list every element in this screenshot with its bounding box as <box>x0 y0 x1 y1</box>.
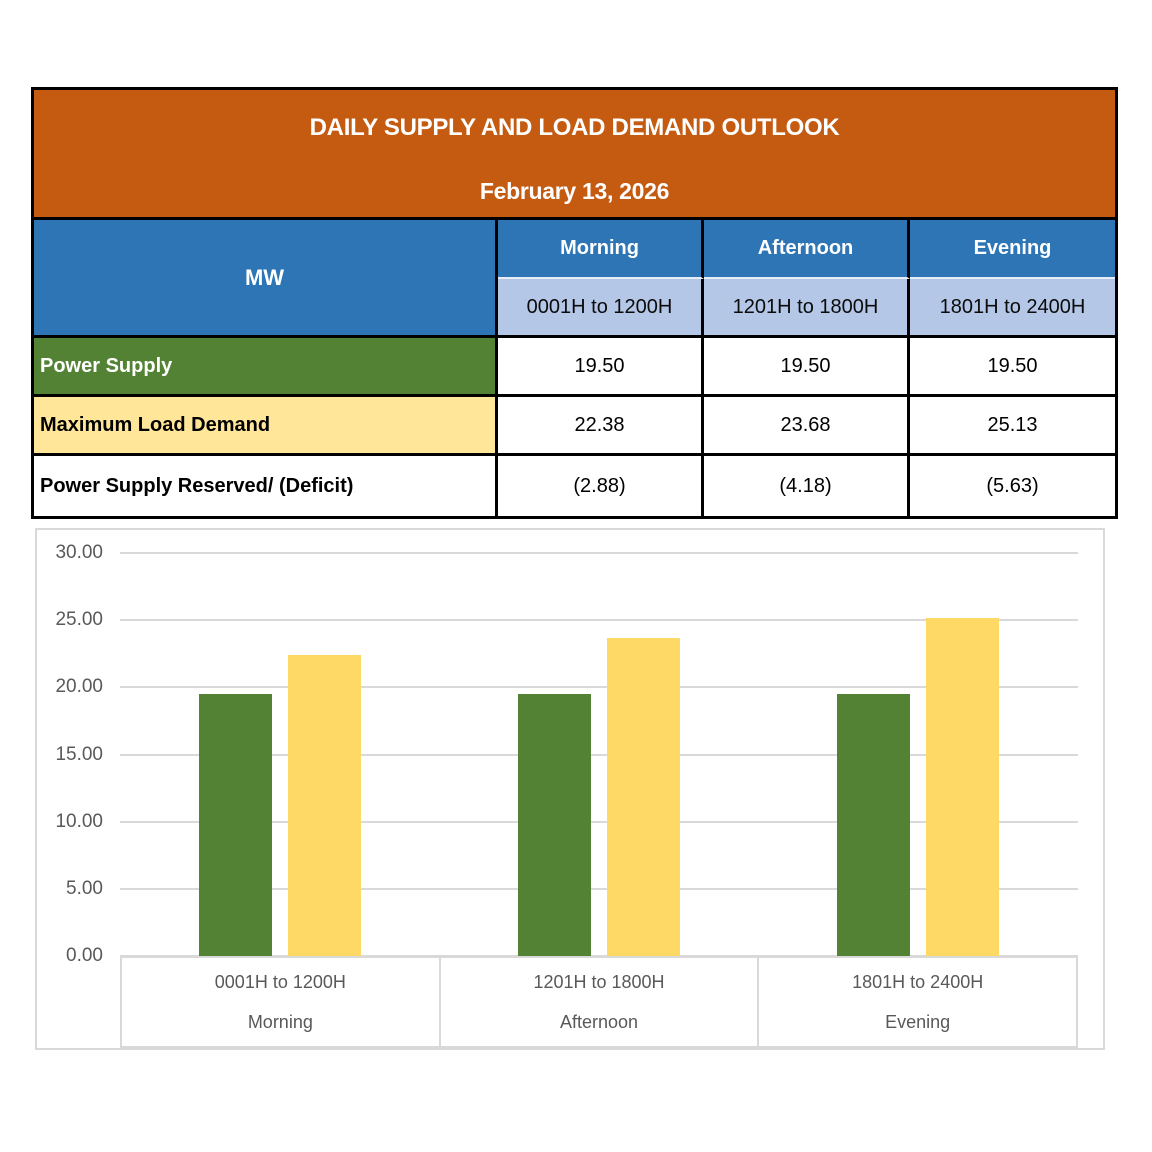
x-axis-label-box <box>120 956 1078 1048</box>
x-category-period: Morning <box>247 1012 313 1032</box>
supply-evening-value: 19.50 <box>910 338 1115 397</box>
bar-power-supply-afternoon <box>518 694 591 956</box>
range-header-morning: 0001H to 1200H <box>498 279 704 338</box>
y-tick-label: 15.00 <box>55 744 103 765</box>
period-header-morning: Morning <box>498 220 704 279</box>
y-tick-label: 30.00 <box>55 542 103 563</box>
daily-outlook-table <box>31 87 1118 519</box>
bar-load-demand-evening <box>926 618 999 956</box>
y-tick-label: 25.00 <box>55 609 103 630</box>
period-header-evening: Evening <box>910 220 1115 279</box>
x-category-range: 1801H to 2400H <box>852 972 984 992</box>
y-tick-label: 0.00 <box>66 945 103 966</box>
row-label-power-supply: Power Supply <box>34 338 498 397</box>
x-category-afternoon <box>439 958 758 1046</box>
row-label-max-load-demand: Maximum Load Demand <box>34 397 498 456</box>
demand-morning-value: 22.38 <box>498 397 704 456</box>
supply-morning-value: 19.50 <box>498 338 704 397</box>
bar-power-supply-evening <box>837 694 910 956</box>
reserve-evening-value: (5.63) <box>910 456 1115 516</box>
bar-power-supply-morning <box>199 694 272 956</box>
x-category-period: Evening <box>885 1012 951 1032</box>
supply-afternoon-value: 19.50 <box>704 338 910 397</box>
range-header-afternoon: 1201H to 1800H <box>704 279 910 338</box>
unit-header-cell: MW <box>34 220 498 338</box>
gridline <box>120 552 1078 554</box>
supply-demand-bar-chart <box>35 528 1105 1050</box>
row-label-reserve-deficit: Power Supply Reserved/ (Deficit) <box>34 456 498 516</box>
table-title: DAILY SUPPLY AND LOAD DEMAND OUTLOOK <box>309 114 840 141</box>
bar-load-demand-afternoon <box>607 638 680 956</box>
demand-evening-value: 25.13 <box>910 397 1115 456</box>
x-category-evening <box>757 958 1076 1046</box>
x-category-morning <box>122 958 439 1046</box>
bar-load-demand-morning <box>288 655 361 956</box>
x-category-range: 1201H to 1800H <box>533 972 665 992</box>
reserve-morning-value: (2.88) <box>498 456 704 516</box>
demand-afternoon-value: 23.68 <box>704 397 910 456</box>
table-banner <box>34 90 1115 220</box>
reserve-afternoon-value: (4.18) <box>704 456 910 516</box>
plot-area <box>120 553 1078 956</box>
period-header-afternoon: Afternoon <box>704 220 910 279</box>
y-tick-label: 20.00 <box>55 676 103 697</box>
y-tick-label: 10.00 <box>55 811 103 832</box>
x-category-period: Afternoon <box>559 1012 639 1032</box>
x-category-range: 0001H to 1200H <box>214 972 346 992</box>
range-header-evening: 1801H to 2400H <box>910 279 1115 338</box>
y-tick-label: 5.00 <box>66 878 103 899</box>
table-date: February 13, 2026 <box>479 178 670 204</box>
